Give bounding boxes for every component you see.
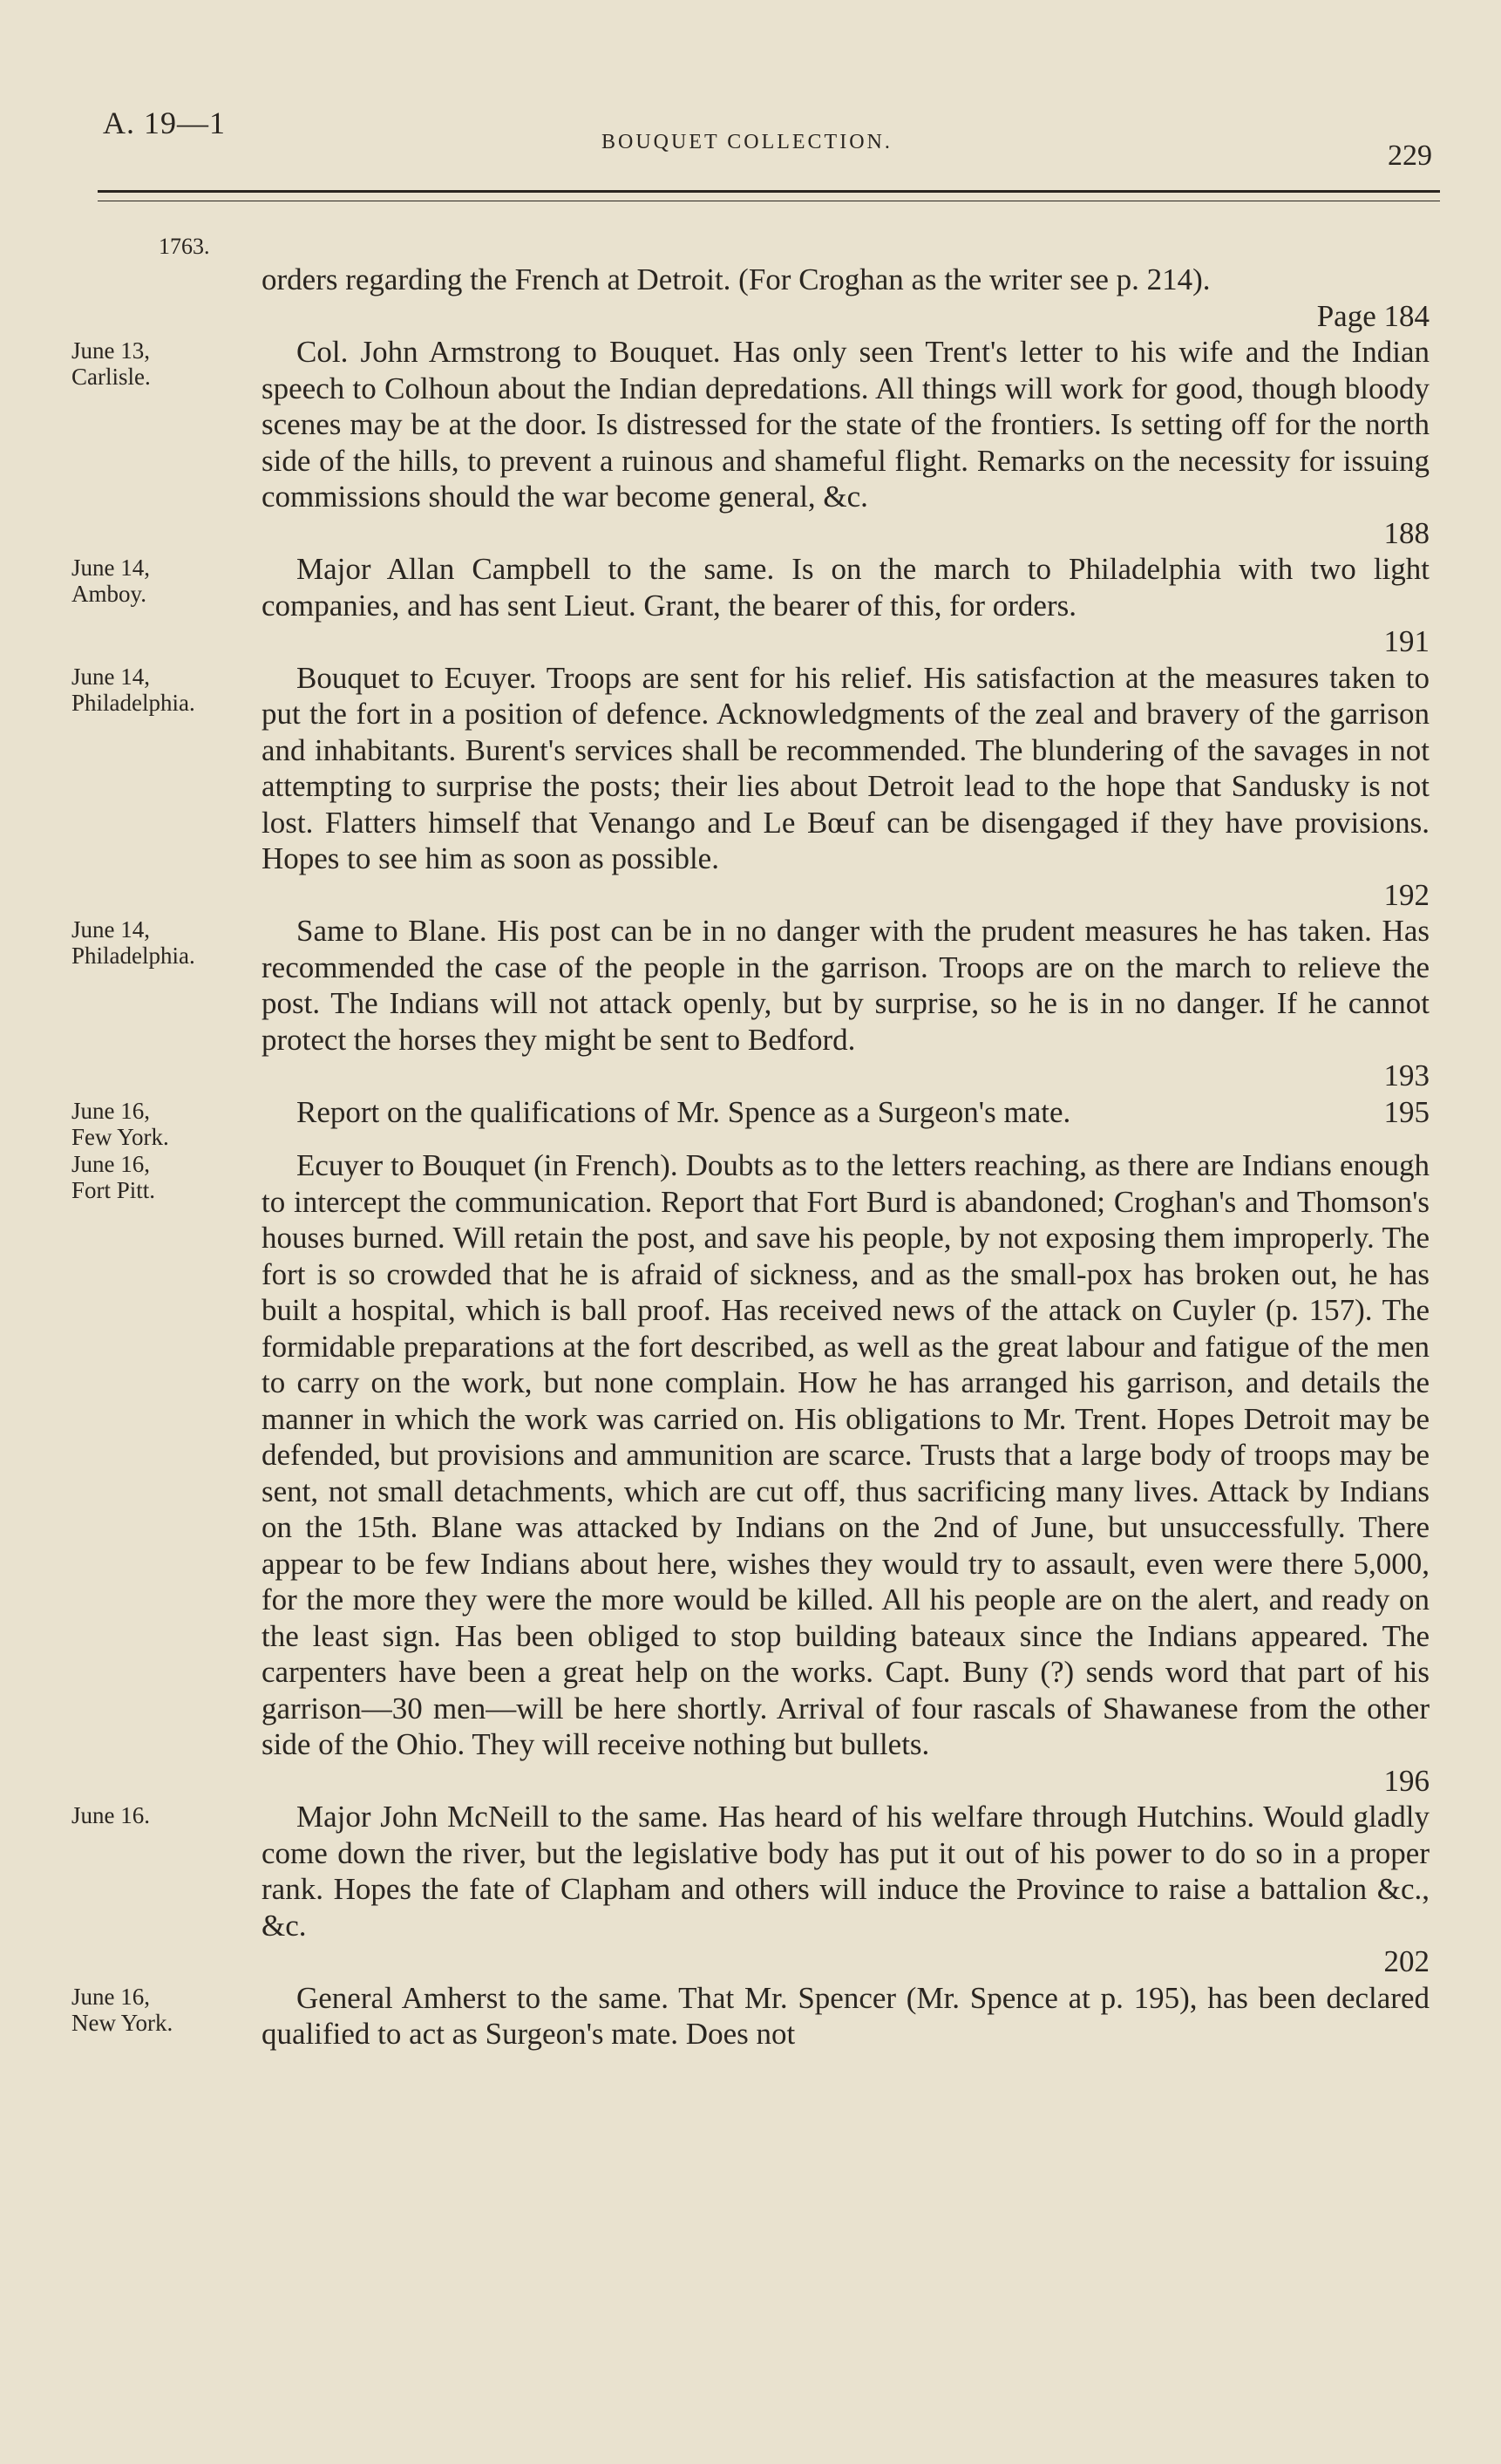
page-reference: 193 <box>1383 1058 1430 1092</box>
page-reference: 195 <box>1383 1094 1430 1129</box>
entry-place: Few York. <box>71 1123 169 1150</box>
entry-text: orders regarding the French at Detroit. (For Croghan as the writer see p. 214). <box>261 262 1211 296</box>
entry-date: June 14, <box>71 916 150 943</box>
entry-date: June 16, <box>71 1983 150 2010</box>
entry-text: Ecuyer to Bouquet (in French). Doubts as to the letters reaching, as there are Indians enough to intercept the communication. Report that Fort Burd is abandoned; Croghan's and Thomson's houses burned. Will retain the post, and save his people, by not exposing them improperly. The fort is so crowded that he is afraid of sickness, and as the small-pox has broken out, he has built a hospital, which is ball proof. Has received news of the attack on Cuyler (p. 157). The formidable preparations at the fort described, as well as the great labour and fatigue of the men to carry on the work, but none complain. How he has arranged his garrison, and details the manner in which the work was carried on. His obligations to Mr. Trent. Hopes Detroit may be defended, but provisions and ammunition are scarce. Trusts that a large body of troops may be sent, not small detachments, which are cut off, thus sacrificing many lives. Attack by Indians on the 15th. Blane was attacked by Indians on the 2nd of June, but unsuccessfully. There appear to be few Indians about here, wishes they would try to assault, even were there 5,000, for the more they were the more would be killed. All his people are on the alert, and ready on the least sign. Has been obliged to stop building bateaux since the Indians appeared. The carpenters have been a great help on the works. Capt. Buny (?) sends word that part of his garrison—30 men—will be here shortly. Arrival of four rascals of Shawanese from the other side of the Ohio. They will receive nothing but bullets. <box>261 1148 1430 1761</box>
entry-place: Philadelphia. <box>71 943 195 969</box>
entry-date-place <box>71 1151 255 1203</box>
entry-date: June 16. <box>71 1802 150 1828</box>
calendar-entry <box>71 1799 1430 1980</box>
calendar-entry <box>71 334 1430 551</box>
entry-text: Major Allan Campbell to the same. Is on the march to Philadelphia with two light companies, and has sent Lieut. Grant, the bearer of this, for orders. <box>261 552 1430 623</box>
page-reference: Page 184 <box>1316 298 1430 333</box>
page-reference: 188 <box>1383 515 1430 550</box>
entry-date-place <box>71 1098 255 1150</box>
entry-place: Philadelphia. <box>71 689 195 716</box>
entry-date-place <box>71 555 255 607</box>
calendar-entry <box>71 1980 1430 2052</box>
year-label: 1763. <box>159 234 210 259</box>
page-reference: 202 <box>1383 1944 1430 1978</box>
running-title: BOUQUET COLLECTION. <box>601 131 893 153</box>
entry-date-place <box>71 337 255 390</box>
page-number: 229 <box>1388 140 1432 172</box>
entry-date-place <box>71 664 255 716</box>
calendar-entries <box>71 262 1430 2052</box>
entry-text: Same to Blane. His post can be in no danger with the prudent measures he has taken. Has recommended the case of the people in the garrison. Troops are on the march to relieve the post. The Indians will not attack openly, but by surprise, so he is in no danger. If he cannot protect the horses they might be sent to Bedford. <box>261 914 1430 1057</box>
entry-place: Carlisle. <box>71 364 151 390</box>
entry-date-place <box>71 916 255 969</box>
calendar-entry <box>71 1147 1430 1799</box>
entry-place: Fort Pitt. <box>71 1177 156 1203</box>
entry-date: June 14, <box>71 663 150 690</box>
entry-date: June 16, <box>71 1151 150 1177</box>
entry-text <box>261 1094 1430 1131</box>
entry-date: June 13, <box>71 337 150 364</box>
entry-text: Col. John Armstrong to Bouquet. Has only seen Trent's letter to his wife and the Indian speech to Colhoun about the Indian depredations. All things will work for good, though bloody scenes may be at the door. Is distressed for the state of the frontiers. Is setting off for the north side of the hills, to prevent a ruinous and shameful flight. Remarks on the necessity for issuing commissions should the war become general, &c. <box>261 335 1430 514</box>
page-reference: 191 <box>1383 624 1430 658</box>
entry-date-place <box>71 1802 255 1828</box>
entry-text-inline: Report on the qualifications of Mr. Spence as a Surgeon's mate. <box>296 1094 1071 1129</box>
entry-date-place <box>71 1984 255 2036</box>
entry-date: June 16, <box>71 1097 150 1124</box>
calendar-entry <box>71 1094 1430 1150</box>
document-reference: A. 19—1 <box>103 106 226 140</box>
entry-text: General Amherst to the same. That Mr. Spencer (Mr. Spence at p. 195), has been declared qualified to act as Surgeon's mate. Does not <box>261 1980 1430 2051</box>
entry-text: Bouquet to Ecuyer. Troops are sent for his relief. His satisfaction at the measures taken to put the fort in a position of defence. Acknowledgments of the zeal and bravery of the garrison and inhabitants. Burent's services shall be recommended. The blundering of the savages in not attempting to surprise the posts; their lies about Detroit lead to the hope that Sandusky is not lost. Flatters himself that Venango and Le Bœuf can be disengaged if they have provisions. Hopes to see him as soon as possible. <box>261 660 1430 875</box>
entry-place: New York. <box>71 2009 173 2036</box>
calendar-entry <box>71 551 1430 660</box>
entry-text: Major John McNeill to the same. Has heard of his welfare through Hutchins. Would gladly come down the river, but the legislative body has put it out of his power to do so in a proper rank. Hopes the fate of Clapham and others will induce the Province to raise a battalion &c., &c. <box>261 1800 1430 1943</box>
calendar-entry <box>71 913 1430 1094</box>
calendar-entry <box>71 660 1430 914</box>
entry-date: June 14, <box>71 555 150 581</box>
header-rule <box>98 190 1440 193</box>
page-reference: 192 <box>1383 877 1430 912</box>
calendar-entry <box>261 262 1430 334</box>
entry-place: Amboy. <box>71 581 146 607</box>
page-reference: 196 <box>1383 1763 1430 1798</box>
